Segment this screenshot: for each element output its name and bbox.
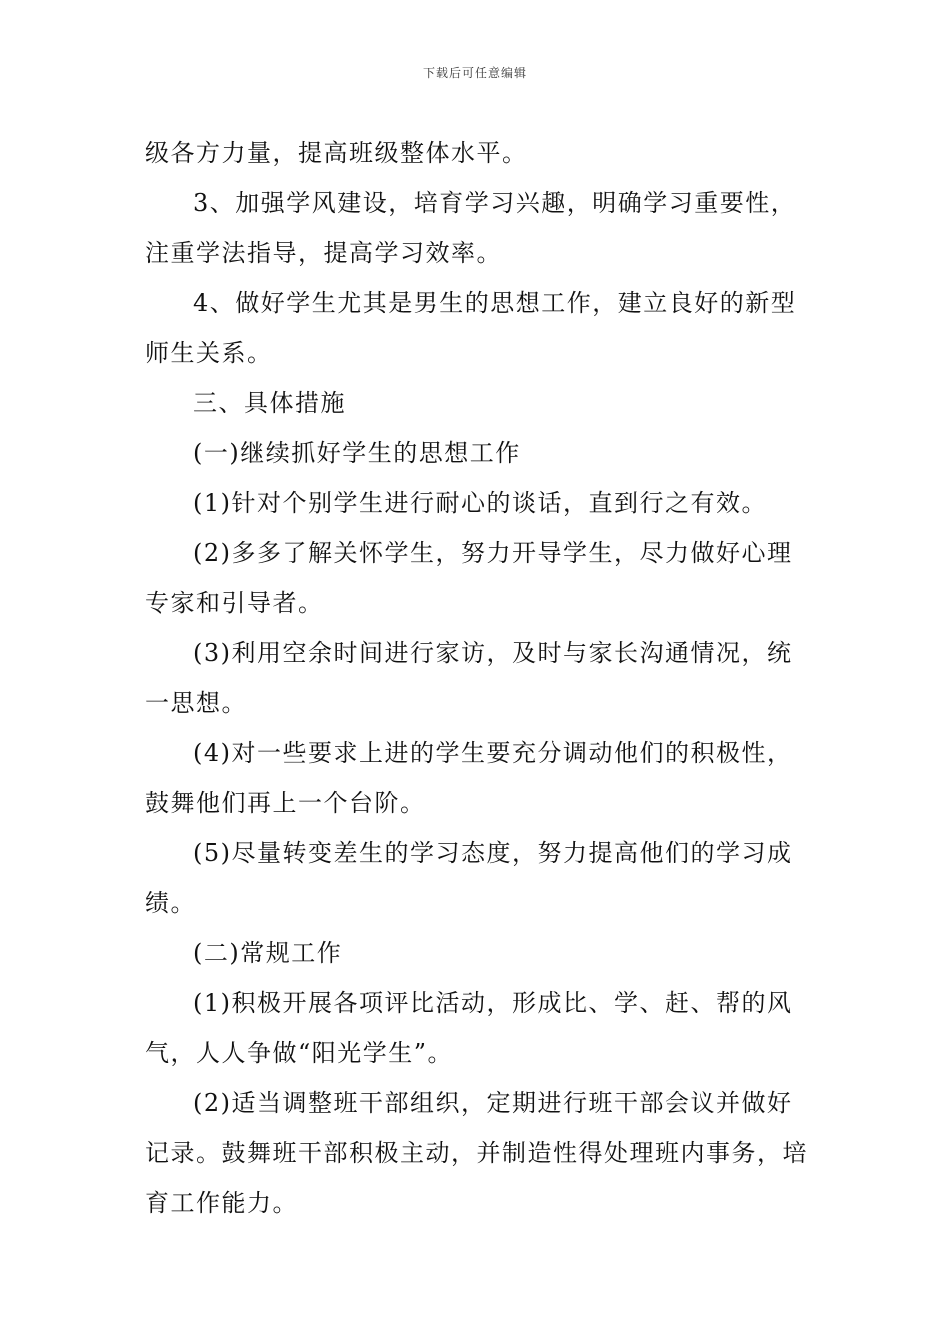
paragraph: (2)适当调整班干部组织，定期进行班干部会议并做好记录。鼓舞班干部积极主动，并制造性得处理班内事务，培育工作能力。 [145,1089,808,1217]
document-body [145,128,810,1228]
paragraph: (1)积极开展各项评比活动，形成比、学、赶、帮的风气，人人争做“阳光学生”。 [145,989,793,1067]
paragraph: (2)多多了解关怀学生，努力开导学生，尽力做好心理专家和引导者。 [145,539,793,617]
subsection-heading: (二)常规工作 [193,939,343,967]
paragraph: (4)对一些要求上进的学生要充分调动他们的积极性，鼓舞他们再上一个台阶。 [145,739,793,817]
paragraph: 3、加强学风建设，培育学习兴趣，明确学习重要性，注重学法指导，提高学习效率。 [145,189,797,267]
paragraph: (1)针对个别学生进行耐心的谈话，直到行之有效。 [193,489,767,517]
section-heading: 三、具体措施 [193,389,346,417]
paragraph: (5)尽量转变差生的学习态度，努力提高他们的学习成绩。 [145,839,793,917]
subsection-heading: (一)继续抓好学生的思想工作 [193,439,521,467]
paragraph: (3)利用空余时间进行家访，及时与家长沟通情况，统一思想。 [145,639,793,717]
paragraph: 4、做好学生尤其是男生的思想工作，建立良好的新型师生关系。 [145,289,797,367]
paragraph: 级各方力量，提高班级整体水平。 [145,139,528,167]
page-header: 下载后可任意编辑 [422,66,527,80]
